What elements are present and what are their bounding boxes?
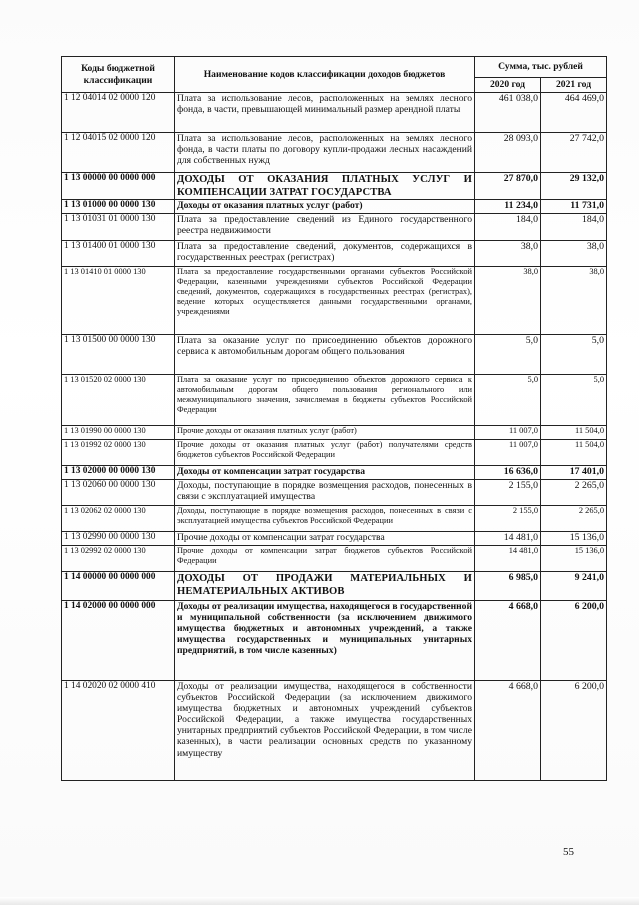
row-value-2020: 38,0 [475,241,541,267]
page-number: 55 [563,846,574,858]
header-year-2020: 2020 год [475,78,541,93]
table-row [62,426,607,440]
row-name: Доходы, поступающие в порядке возмещения расходов, понесенных в связи с эксплуатацией имущества [175,480,475,506]
row-code: 1 14 02020 02 0000 410 [62,681,175,781]
row-value-2020: 28 093,0 [475,133,541,173]
table-row [62,440,607,466]
row-code: 1 13 02992 02 0000 130 [62,546,175,572]
row-name: Прочие доходы от оказания платных услуг (работ) получателями средств бюджетов субъектов Российской Федерации [175,440,475,466]
table-row [62,173,607,200]
row-value-2020: 11 234,0 [475,200,541,214]
row-value-2021: 2 265,0 [541,506,607,532]
row-code: 1 13 01400 01 0000 130 [62,241,175,267]
row-value-2021: 11 504,0 [541,440,607,466]
row-value-2020: 11 007,0 [475,440,541,466]
row-code: 1 12 04014 02 0000 120 [62,93,175,133]
row-name: Плата за оказание услуг по присоединению объектов дорожного сервиса к автомобильным дорогам общего пользования [175,335,475,375]
row-code: 1 13 02000 00 0000 130 [62,466,175,480]
table-row [62,133,607,173]
row-code: 1 12 04015 02 0000 120 [62,133,175,173]
table-row [62,480,607,506]
table-row [62,335,607,375]
row-value-2020: 5,0 [475,375,541,426]
row-value-2021: 6 200,0 [541,601,607,681]
row-code: 1 13 00000 00 0000 000 [62,173,175,200]
scan-bottom-edge [0,897,639,905]
row-name: Плата за оказание услуг по присоединению объектов дорожного сервиса к автомобильным дорогам общего пользования регионального или межмуниципального значения, зачисляемая в бюджеты субъектов Российской Федерации [175,375,475,426]
table-row [62,681,607,781]
budget-revenue-table [61,56,607,781]
table-row [62,241,607,267]
row-value-2021: 27 742,0 [541,133,607,173]
table-row [62,601,607,681]
row-value-2020: 38,0 [475,267,541,335]
row-value-2021: 464 469,0 [541,93,607,133]
row-name: Доходы от реализации имущества, находящегося в собственности субъектов Российской Федерации (за исключением движимого имущества бюджетных и автономных учреждений субъектов Российской Федерации, а также имущества государственных унитарных предприятий субъектов Российской Федерации, в том числе казенных), в части реализации основных средств по указанному имуществу [175,681,475,781]
row-name: Доходы от реализации имущества, находящегося в государственной и муниципальной собственности (за исключением движимого имущества бюджетных и автономных учреждений, а также имущества государственных и муниципальных унитарных предприятий, в том числе казенных) [175,601,475,681]
row-code: 1 14 02000 00 0000 000 [62,601,175,681]
table-row [62,546,607,572]
row-code: 1 13 01410 01 0000 130 [62,267,175,335]
header-sum: Сумма, тыс. рублей [475,57,607,78]
row-name: Доходы от компенсации затрат государства [175,466,475,480]
table-row [62,200,607,214]
row-value-2020: 184,0 [475,214,541,241]
row-code: 1 13 01520 02 0000 130 [62,375,175,426]
row-name: Плата за предоставление сведений из Единого государственного реестра недвижимости [175,214,475,241]
row-value-2020: 11 007,0 [475,426,541,440]
row-name: Плата за предоставление сведений, документов, содержащихся в государственных реестрах (регистрах) [175,241,475,267]
row-name: Прочие доходы от оказания платных услуг (работ) [175,426,475,440]
row-value-2021: 11 731,0 [541,200,607,214]
table-row [62,93,607,133]
row-name: Прочие доходы от компенсации затрат бюджетов субъектов Российской Федерации [175,546,475,572]
row-value-2020: 2 155,0 [475,506,541,532]
header-name: Наименование кодов классификации доходов бюджетов [175,57,475,93]
header-code: Коды бюджетной классификации [62,57,175,93]
row-value-2021: 184,0 [541,214,607,241]
row-value-2021: 38,0 [541,241,607,267]
row-value-2021: 15 136,0 [541,546,607,572]
row-value-2020: 14 481,0 [475,532,541,546]
row-value-2020: 27 870,0 [475,173,541,200]
row-value-2021: 15 136,0 [541,532,607,546]
row-value-2020: 461 038,0 [475,93,541,133]
row-name: Плата за использование лесов, расположенных на землях лесного фонда, в части, превышающей минимальный размер арендной платы [175,93,475,133]
row-value-2021: 9 241,0 [541,572,607,601]
row-code: 1 13 01992 02 0000 130 [62,440,175,466]
row-name: Плата за использование лесов, расположенных на землях лесного фонда, в части платы по договору купли-продажи лесных насаждений для собственных нужд [175,133,475,173]
row-name: ДОХОДЫ ОТ ОКАЗАНИЯ ПЛАТНЫХ УСЛУГ И КОМПЕНСАЦИИ ЗАТРАТ ГОСУДАРСТВА [175,173,475,200]
row-value-2021: 11 504,0 [541,426,607,440]
row-value-2021: 6 200,0 [541,681,607,781]
row-name: ДОХОДЫ ОТ ПРОДАЖИ МАТЕРИАЛЬНЫХ И НЕМАТЕРИАЛЬНЫХ АКТИВОВ [175,572,475,601]
row-value-2021: 2 265,0 [541,480,607,506]
table-row [62,532,607,546]
row-value-2020: 6 985,0 [475,572,541,601]
row-name: Доходы, поступающие в порядке возмещения расходов, понесенных в связи с эксплуатацией имущества субъектов Российской Федерации [175,506,475,532]
row-code: 1 13 01500 00 0000 130 [62,335,175,375]
row-code: 1 13 02062 02 0000 130 [62,506,175,532]
row-value-2020: 5,0 [475,335,541,375]
table-row [62,572,607,601]
row-name: Доходы от оказания платных услуг (работ) [175,200,475,214]
row-value-2021: 5,0 [541,335,607,375]
row-name: Прочие доходы от компенсации затрат государства [175,532,475,546]
table-row [62,267,607,335]
row-value-2020: 2 155,0 [475,480,541,506]
row-value-2021: 5,0 [541,375,607,426]
row-code: 1 14 00000 00 0000 000 [62,572,175,601]
row-value-2020: 14 481,0 [475,546,541,572]
row-code: 1 13 02060 00 0000 130 [62,480,175,506]
header-year-2021: 2021 год [541,78,607,93]
table-row [62,506,607,532]
row-value-2020: 4 668,0 [475,601,541,681]
row-name: Плата за предоставление государственными органами субъектов Российской Федерации, казенными учреждениями субъектов Российской Федерации сведений, документов, содержащихся в государственных реестрах (регистрах), ведение которых осуществляется данными государственными органами, учреждениями [175,267,475,335]
table-row [62,466,607,480]
row-value-2021: 17 401,0 [541,466,607,480]
row-value-2021: 29 132,0 [541,173,607,200]
table-row [62,375,607,426]
row-value-2020: 16 636,0 [475,466,541,480]
row-code: 1 13 01031 01 0000 130 [62,214,175,241]
row-code: 1 13 01000 00 0000 130 [62,200,175,214]
row-value-2020: 4 668,0 [475,681,541,781]
row-code: 1 13 02990 00 0000 130 [62,532,175,546]
row-code: 1 13 01990 00 0000 130 [62,426,175,440]
table-row [62,214,607,241]
row-value-2021: 38,0 [541,267,607,335]
